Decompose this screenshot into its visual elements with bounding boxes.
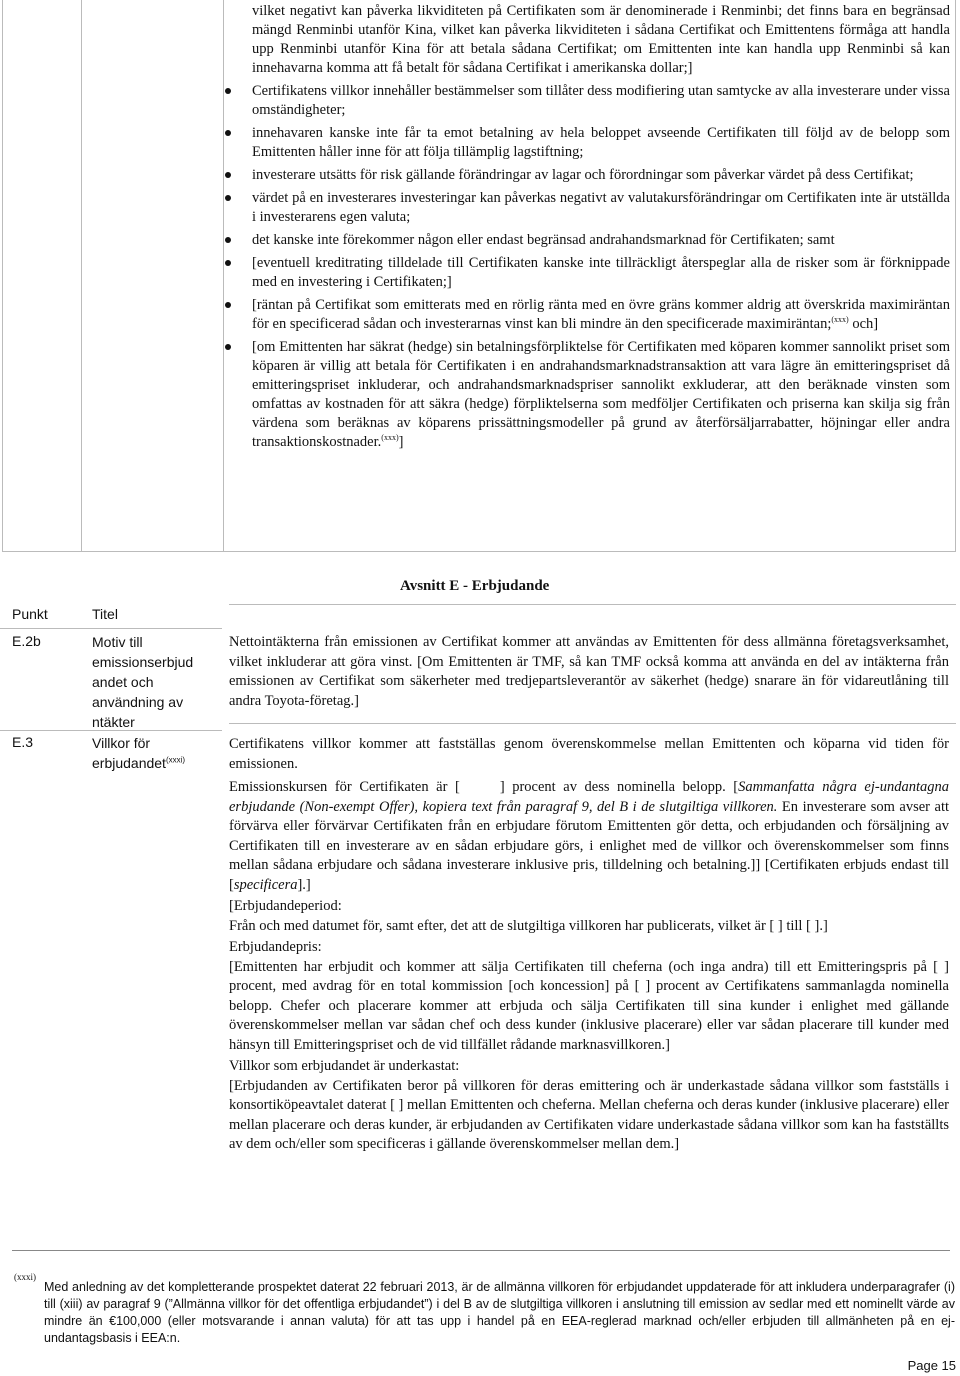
- column-header-punkt: Punkt: [12, 606, 48, 622]
- paragraph: [Emittenten har erbjudit och kommer att sälja Certifikaten till cheferna (och inga andra) till ett Emitteringspris på [ ] procent, med avdrag för en total kommission [och koncession] på [ ] procent av Certifikatens sammanlagda nominella belopp. Chefer och placerare kommer att erbjuda och sälja Certifikaten till sina kunder i enlighet med gällande överenskommelser mellan var sådan chef och dess kunder (inklusive placerare) eller var sådan placerare till kunder med hänsyn till Emitteringspriset och de vid tillfället rådande marknasvillkoren.]: [229, 958, 949, 1053]
- page-number: Page 15: [907, 1358, 956, 1373]
- footnote-mark: (xxxi): [14, 1272, 36, 1282]
- footnote-ref: (xxx): [831, 315, 849, 325]
- footnote-ref: (xxx): [381, 433, 399, 443]
- table-column-divider: [81, 0, 82, 551]
- bullet-icon: [225, 130, 231, 136]
- bullet-icon: [225, 260, 231, 266]
- footnote-text: Med anledning av det kompletterande prospektet daterat 22 februari 2013, är de allmänna villkoren för erbjudandet uppdaterade för att inkludera underparagrafer (i) till (xiii) av paragraf 9 (”Allmänna villkor för det offentliga erbjudandet”) i del B av de slutgiltiga villkoren i anslutning till emission av sedlar med ett nominellt värde av mindre än €100,000 (eller motsvarande i annan valuta) för att tas upp i handel på en EEA-reglerad marknad och/eller erbjuden till allmänheten på en ej-undantagsbasis i EEA:n.: [44, 1280, 955, 1345]
- row-punkt-e3: E.3: [12, 734, 34, 750]
- header-rule: [229, 604, 956, 605]
- list-item: [om Emittenten har säkrat (hedge) sin betalningsförpliktelse för Certifikaten med köparen kommer sannolikt priset som köparen är villig att betala för Certifikaten i en andrahandsmarknadstransaktion att vara lägre än emitteringspriset då emitteringspriset inkluderar, och andrahandsmarknadspriser sannolikt exkluderar, att den beräknade vinsten som omfattas av kostnaden för att säkra (hedge) förpliktelserna som medföljer Certifikaten och priserna kan skilja sig från värdena som beräknas av köparens prissättningsmodeller på grund av återförsäljarrabatter, höjningar eller andra transaktionskostnader.$^{(xxx)}$]: [252, 338, 950, 452]
- list-item: [räntan på Certifikat som emitterats med en rörlig ränta med en övre gräns kommer aldrig att överskrida maximiräntan för en specificerad sådan och investerarnas vinst kan bli mindre än den specificerade maximiräntan;$^{(xxx)}$ och]: [252, 296, 950, 334]
- paragraph: Certifikatens villkor kommer att fastställas genom överenskommelse mellan Emittenten och köparna vid tiden för emissionen.: [229, 736, 949, 772]
- paragraph: [Erbjudanden av Certifikaten beror på villkoren för deras emittering och är underkastade sådana villkor som fastställs i konsortiköpeavtalet daterat [ ] mellan Emittenten och cheferna. Mellan cheferna och deras kunder (inklusive placerare) eller mellan placerare och deras kunder, är erbjudanden av Certifikaten vidare underkastade sådana villkor som kan ha fastställts av dem och/eller som specificeras i gällande överenskommelser mellan dem.]: [229, 1077, 949, 1152]
- risk-bullet-list: [252, 82, 950, 452]
- footnote-ref: (xxxi): [165, 755, 186, 765]
- paragraph-label: Erbjudandepris:: [229, 939, 322, 955]
- table-column-divider: [223, 0, 224, 551]
- list-item: värdet på en investerares investeringar kan påverkas negativt av valutakursförändringar om Certifikaten inte är utställda i investerarens egen valuta;: [252, 189, 950, 227]
- bullet-icon: [225, 344, 231, 350]
- bullet-icon: [225, 237, 231, 243]
- list-item: [eventuell kreditrating tilldelade till Certifikaten kanske inte tillräckligt återspeglar alla de risker som är förknippade med en investering i Certifikaten;]: [252, 254, 950, 292]
- row-titel-e2b: Motiv till emissionserbjud andet och användning av ntäkter: [92, 634, 194, 730]
- row-punkt-e2b: E.2b: [12, 633, 41, 649]
- section-heading: Avsnitt E - Erbjudande: [400, 578, 550, 594]
- row-titel-e3: Villkor för erbjudandet$^{(xxxi)}$: [92, 735, 186, 771]
- footnote-rule: [12, 1250, 950, 1251]
- paragraph: Emissionskursen för Certifikaten är [ ] procent av dess nominella belopp. [Sammanfatta några ej-undantagna erbjudande (Non-exempt Offer), kopiera text från paragraf 9, del B i de slutgiltiga villkoren. En investerare som avser att förvärva eller förvärvar Certifikaten från en erbjudare förutom Emittenten gör detta, och erbjudanden och försäljning av Certifikaten till en investerare av en sådan erbjudare görs, i enlighet med de villkor och överenskommelser som finns mellan sådana erbjudare och sådana investerare inklusive pris, tilldelning och betalning.]] [Certifikaten erbjuds endast till [specificera].]: [229, 779, 950, 893]
- list-item: Certifikatens villkor innehåller bestämmelser som tillåter dess modifiering utan samtycke av alla investerare under vissa omständigheter;: [252, 82, 950, 120]
- paragraph: Från och med datumet för, samt efter, det att de slutgiltiga villkoren har publicerats, vilket är [ ] till [ ].]: [229, 917, 828, 934]
- bullet-icon: [225, 195, 231, 201]
- bullet-icon: [225, 88, 231, 94]
- bullet-icon: [225, 302, 231, 308]
- risk-intro-text: vilket negativt kan påverka likviditeten på Certifikaten som är denominerade i Renminbi; det finns bara en begränsad mängd Renminbi utanför Kina, vilket kan påverka likviditeten i sådana Certifikat och Emittentens förmåga att handla upp Renminbi utanför Kina för att betala sådana Certifikat; om Emittenten inte kan handla upp Renminbi så kan innehavarna komma att få betalt för sådana Certifikat i amerikanska dollar;]: [252, 3, 950, 76]
- row-rule: [229, 723, 956, 724]
- row-body-e2b: Nettointäkterna från emissionen av Certifikat kommer att användas av Emittenten för dess allmänna företagsverksamhet, vilket inkluderar att göra vinst. [Om Emittenten är TMF, så kan TMF också komma att använda en del av intäkterna från emissionen av Certifikat som säkerheter med tredjepartsleverantör av säkerhet (hedge) snarare än för vidareutlåning till andra Toyota-företag.]: [229, 634, 949, 709]
- bullet-icon: [225, 172, 231, 178]
- paragraph-label: [Erbjudandeperiod:: [229, 898, 342, 914]
- list-item: innehavaren kanske inte får ta emot betalning av hela beloppet avseende Certifikaten till följd av de belopp som Emittenten håller inne för att följa tillämplig lagstiftning;: [252, 124, 950, 162]
- header-rule: [0, 628, 222, 629]
- list-item: investerare utsätts för risk gällande förändringar av lagar och förordningar som påverkar värdet på dess Certifikat;: [252, 166, 950, 185]
- risk-content: [252, 2, 950, 452]
- paragraph-label: Villkor som erbjudandet är underkastat:: [229, 1058, 460, 1074]
- row-body-e3: [229, 735, 949, 1155]
- column-header-titel: Titel: [92, 606, 118, 622]
- row-rule: [0, 730, 222, 731]
- list-item: det kanske inte förekommer någon eller endast begränsad andrahandsmarknad för Certifikaten; samt: [252, 231, 950, 250]
